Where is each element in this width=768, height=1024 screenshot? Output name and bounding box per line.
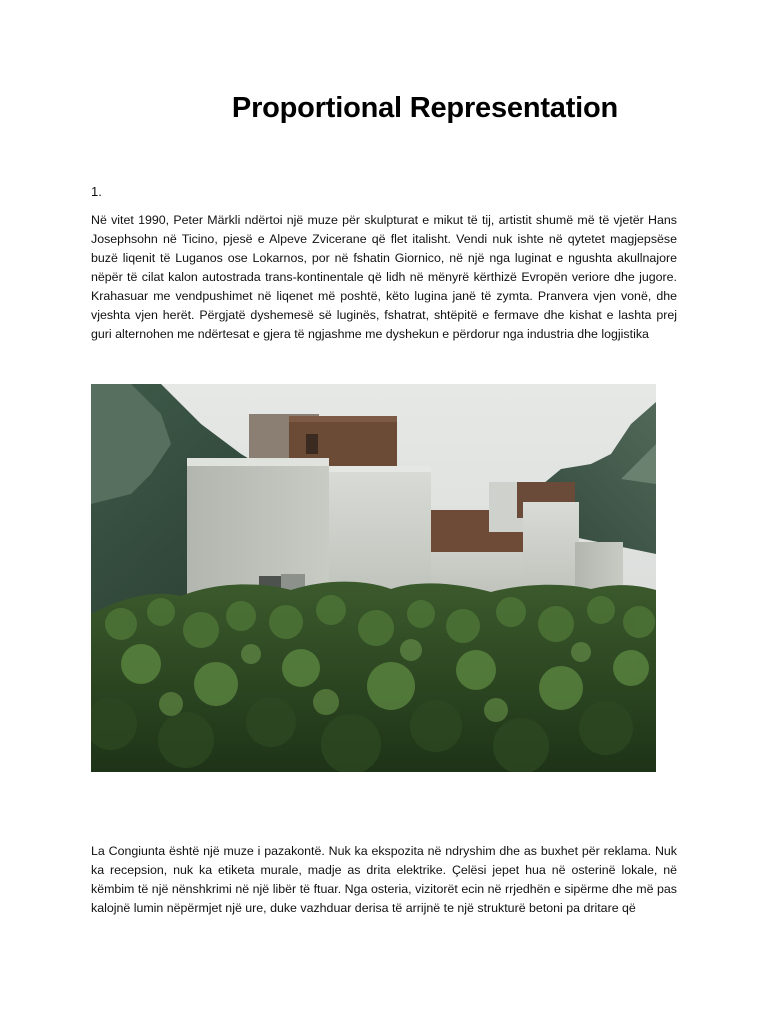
document-title: Proportional Representation (231, 92, 619, 124)
section-number: 1. (91, 184, 102, 199)
paragraph-intro: Në vitet 1990, Peter Märkli ndërtoi një muze për skulpturat e mikut të tij, artistit shumë më të vjetër Hans Josephsohn në Ticino, pjesë e Alpeve Zvicerane që flet italisht. Vendi nuk ishte në qytetet magjepsëse buzë liqenit të Luganos ose Lokarnos, por në fshatin Giornico, në një nga luginat e ngushta akullnajore nëpër të cilat kalon autostrada trans-kontinentale që lidh në mënyrë kërthizë Evropën veriore dhe jugore. Krahasuar me vendpushimet në liqenet më poshtë, këto lugina janë të zymta. Pranvera vjen vonë, dhe vjeshta vjen herët. Përgjatë dyshemesë së luginës, fshatrat, shtëpitë e fermave dhe kishat e lashta prej guri alternohen me ndërtesat e gjera të ngjashme me dyshekun e përdorur nga industria dhe logjistika (91, 213, 677, 341)
paragraph-la-congiunta: La Congiunta është një muze i pazakontë. Nuk ka ekspozita në ndryshim dhe as buxhet për reklama. Nuk ka recepsion, nuk ka etiketa murale, madje as drita elektrike. Çelësi jepet hua në osterinë lokale, në këmbim të një nënshkrimi në një libër të ftuar. Nga osteria, vizitorët ecin në rrjedhën e sipërme dhe më pas kalojnë lumin nëpërmjet një ure, duke vazhduar derisa të arrijnë te një strukturë betoni pa dritare që (91, 844, 677, 915)
museum-photo (91, 384, 656, 772)
